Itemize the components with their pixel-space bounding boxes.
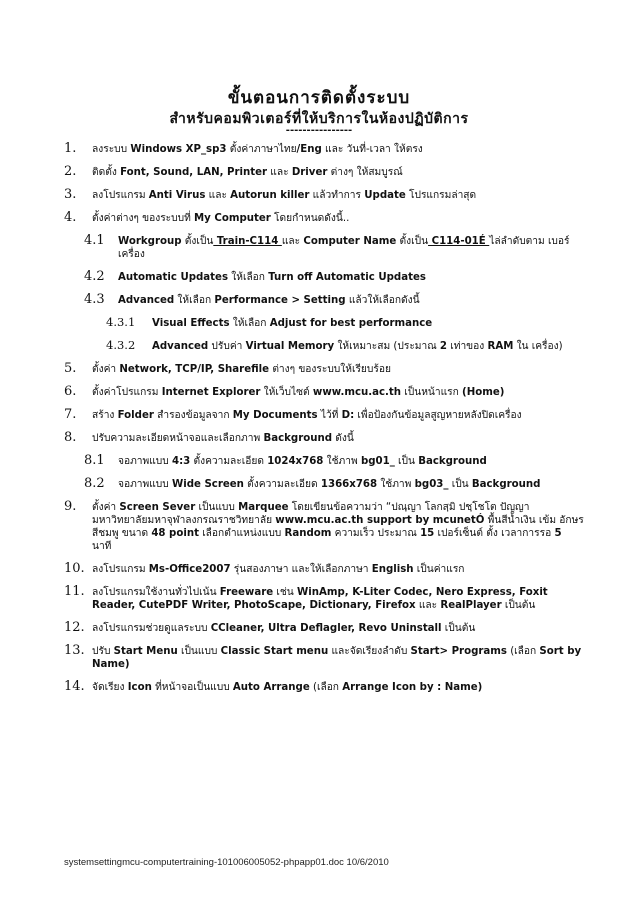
list-item xyxy=(64,143,584,156)
item-number: 11. xyxy=(64,584,85,599)
item-number: 8.2 xyxy=(84,476,105,491)
list-item xyxy=(64,478,584,491)
item-number: 7. xyxy=(64,407,77,422)
item-text: ลงโปรแกรมใช้งานทั่วไปเน้น Freeware เช่น WinAmp, K-Liter Codec, Nero Express, Foxit Reader, CutePDF Writer, PhotoScape, Dictionary, Firefox และ RealPlayer เป็นต้น xyxy=(92,587,548,611)
item-text: ปรับ Start Menu เป็นแบบ Classic Start menu และจัดเรียงลำดับ Start> Programs (เลือก Sort by Name) xyxy=(92,646,582,670)
item-number: 9. xyxy=(64,499,77,514)
item-number: 8.1 xyxy=(84,453,105,468)
item-number: 4.2 xyxy=(84,269,105,284)
item-text: ลงโปรแกรมช่วยดูแลระบบ CCleaner, Ultra Deflagler, Revo Uninstall เป็นต้น xyxy=(92,623,476,634)
item-number: 4.3.2 xyxy=(106,338,136,352)
list-item xyxy=(64,681,584,694)
item-number: 12. xyxy=(64,620,85,635)
list-item xyxy=(64,340,584,353)
item-number: 8. xyxy=(64,430,77,445)
item-text: จัดเรียง Icon ที่หน้าจอเป็นแบบ Auto Arrange (เลือก Arrange Icon by : Name) xyxy=(92,682,483,693)
item-text: ลงโปรแกรม Anti Virus และ Autorun killer แล้วทำการ Update โปรแกรมล่าสุด xyxy=(92,190,477,201)
item-number: 10. xyxy=(64,561,85,576)
list-item xyxy=(64,271,584,284)
item-number: 4. xyxy=(64,210,77,225)
item-number: 14. xyxy=(64,679,85,694)
item-text: Advanced ปรับค่า Virtual Memory ให้เหมาะสม (ประมาณ 2 เท่าของ RAM ใน เครื่อง) xyxy=(152,341,563,352)
list-item xyxy=(64,409,584,422)
item-number: 13. xyxy=(64,643,85,658)
list-item xyxy=(64,432,584,445)
footer-filename: systemsettingmcu-computertraining-101006005052-phpapp01.doc 10/6/2010 xyxy=(64,857,389,868)
item-text: ลงระบบ Windows XP_sp3 ตั้งค่าภาษาไทย/Eng และ วันที่-เวลา ให้ตรง xyxy=(92,144,423,155)
list-item xyxy=(64,563,584,576)
item-number: 6. xyxy=(64,384,77,399)
list-item xyxy=(64,363,584,376)
item-text: จอภาพแบบ 4:3 ตั้งความละเอียด 1024x768 ใช้ภาพ bg01_ เป็น Background xyxy=(118,456,487,467)
item-text: ปรับความละเอียดหน้าจอและเลือกภาพ Background ดังนี้ xyxy=(92,433,354,444)
list-item xyxy=(64,586,584,612)
list-item xyxy=(64,317,584,330)
title-rule: ---------------- xyxy=(285,125,353,136)
list-item xyxy=(64,386,584,399)
list-item xyxy=(64,235,584,261)
item-number: 4.1 xyxy=(84,233,105,248)
list-item xyxy=(64,501,584,553)
list-item xyxy=(64,455,584,468)
item-number: 4.3 xyxy=(84,292,105,307)
item-text: ตั้งค่าโปรแกรม Internet Explorer ให้เว็บไซต์ www.mcu.ac.th เป็นหน้าแรก (Home) xyxy=(92,387,505,398)
list-item xyxy=(64,294,584,307)
item-text: ตั้งค่า Screen Sever เป็นแบบ Marquee โดยเขียนข้อความว่า “ปณฺญา โลกสฺมิ ปชฺโชโต ปัญญา มหาวิทยาลัยมหาจุฬาลงกรณราชวิทยาลัย www.mcu.ac.th support by mcunetÓ พื้นสีน้ำเงิน เข้ม อักษรสีชมพู ขนาด 48 point เลือกตำแหน่งแบบ Random ความเร็ว ประมาณ 15 เปอร์เซ็นต์ ตั้ง เวลาการรอ 5 นาที xyxy=(92,502,584,552)
item-number: 5. xyxy=(64,361,77,376)
item-text: Workgroup ตั้งเป็น Train-C114 และ Computer Name ตั้งเป็น C114-01É ไล่ลำดับตาม เบอร์เครื่อง xyxy=(118,236,570,260)
item-number: 1. xyxy=(64,141,77,156)
list-item xyxy=(64,166,584,179)
item-text: Visual Effects ให้เลือก Adjust for best performance xyxy=(152,318,433,329)
item-text: จอภาพแบบ Wide Screen ตั้งความละเอียด 1366x768 ใช้ภาพ bg03_ เป็น Background xyxy=(118,479,541,490)
list-item xyxy=(64,645,584,671)
item-text: สร้าง Folder สำรองข้อมูลจาก My Documents ไว้ที่ D: เพื่อป้องกันข้อมูลสูญหายหลังปิดเครื่อง xyxy=(92,410,522,421)
page-title: ขั้นตอนการติดตั้งระบบ xyxy=(227,88,411,108)
steps-list xyxy=(64,143,584,704)
page-subtitle: สำหรับคอมพิวเตอร์ที่ให้บริการในห้องปฏิบัติการ xyxy=(169,111,469,127)
item-number: 2. xyxy=(64,164,77,179)
list-item xyxy=(64,212,584,225)
item-text: ตั้งค่า Network, TCP/IP, Sharefile ต่างๆ ของระบบให้เรียบร้อย xyxy=(92,364,391,375)
list-item xyxy=(64,622,584,635)
item-text: Advanced ให้เลือก Performance > Setting แล้วให้เลือกดังนี้ xyxy=(118,295,420,306)
item-text: ตั้งค่าต่างๆ ของระบบที่ My Computer โดยกำหนดดังนี้.. xyxy=(92,213,350,224)
list-item xyxy=(64,189,584,202)
item-number: 3. xyxy=(64,187,77,202)
item-text: ติดตั้ง Font, Sound, LAN, Printer และ Driver ต่างๆ ให้สมบูรณ์ xyxy=(92,167,403,178)
item-text: ลงโปรแกรม Ms-Office2007 รุ่นสองภาษา และให้เลือกภาษา English เป็นค่าแรก xyxy=(92,564,465,575)
item-number: 4.3.1 xyxy=(106,315,136,329)
item-text: Automatic Updates ให้เลือก Turn off Automatic Updates xyxy=(118,272,426,283)
